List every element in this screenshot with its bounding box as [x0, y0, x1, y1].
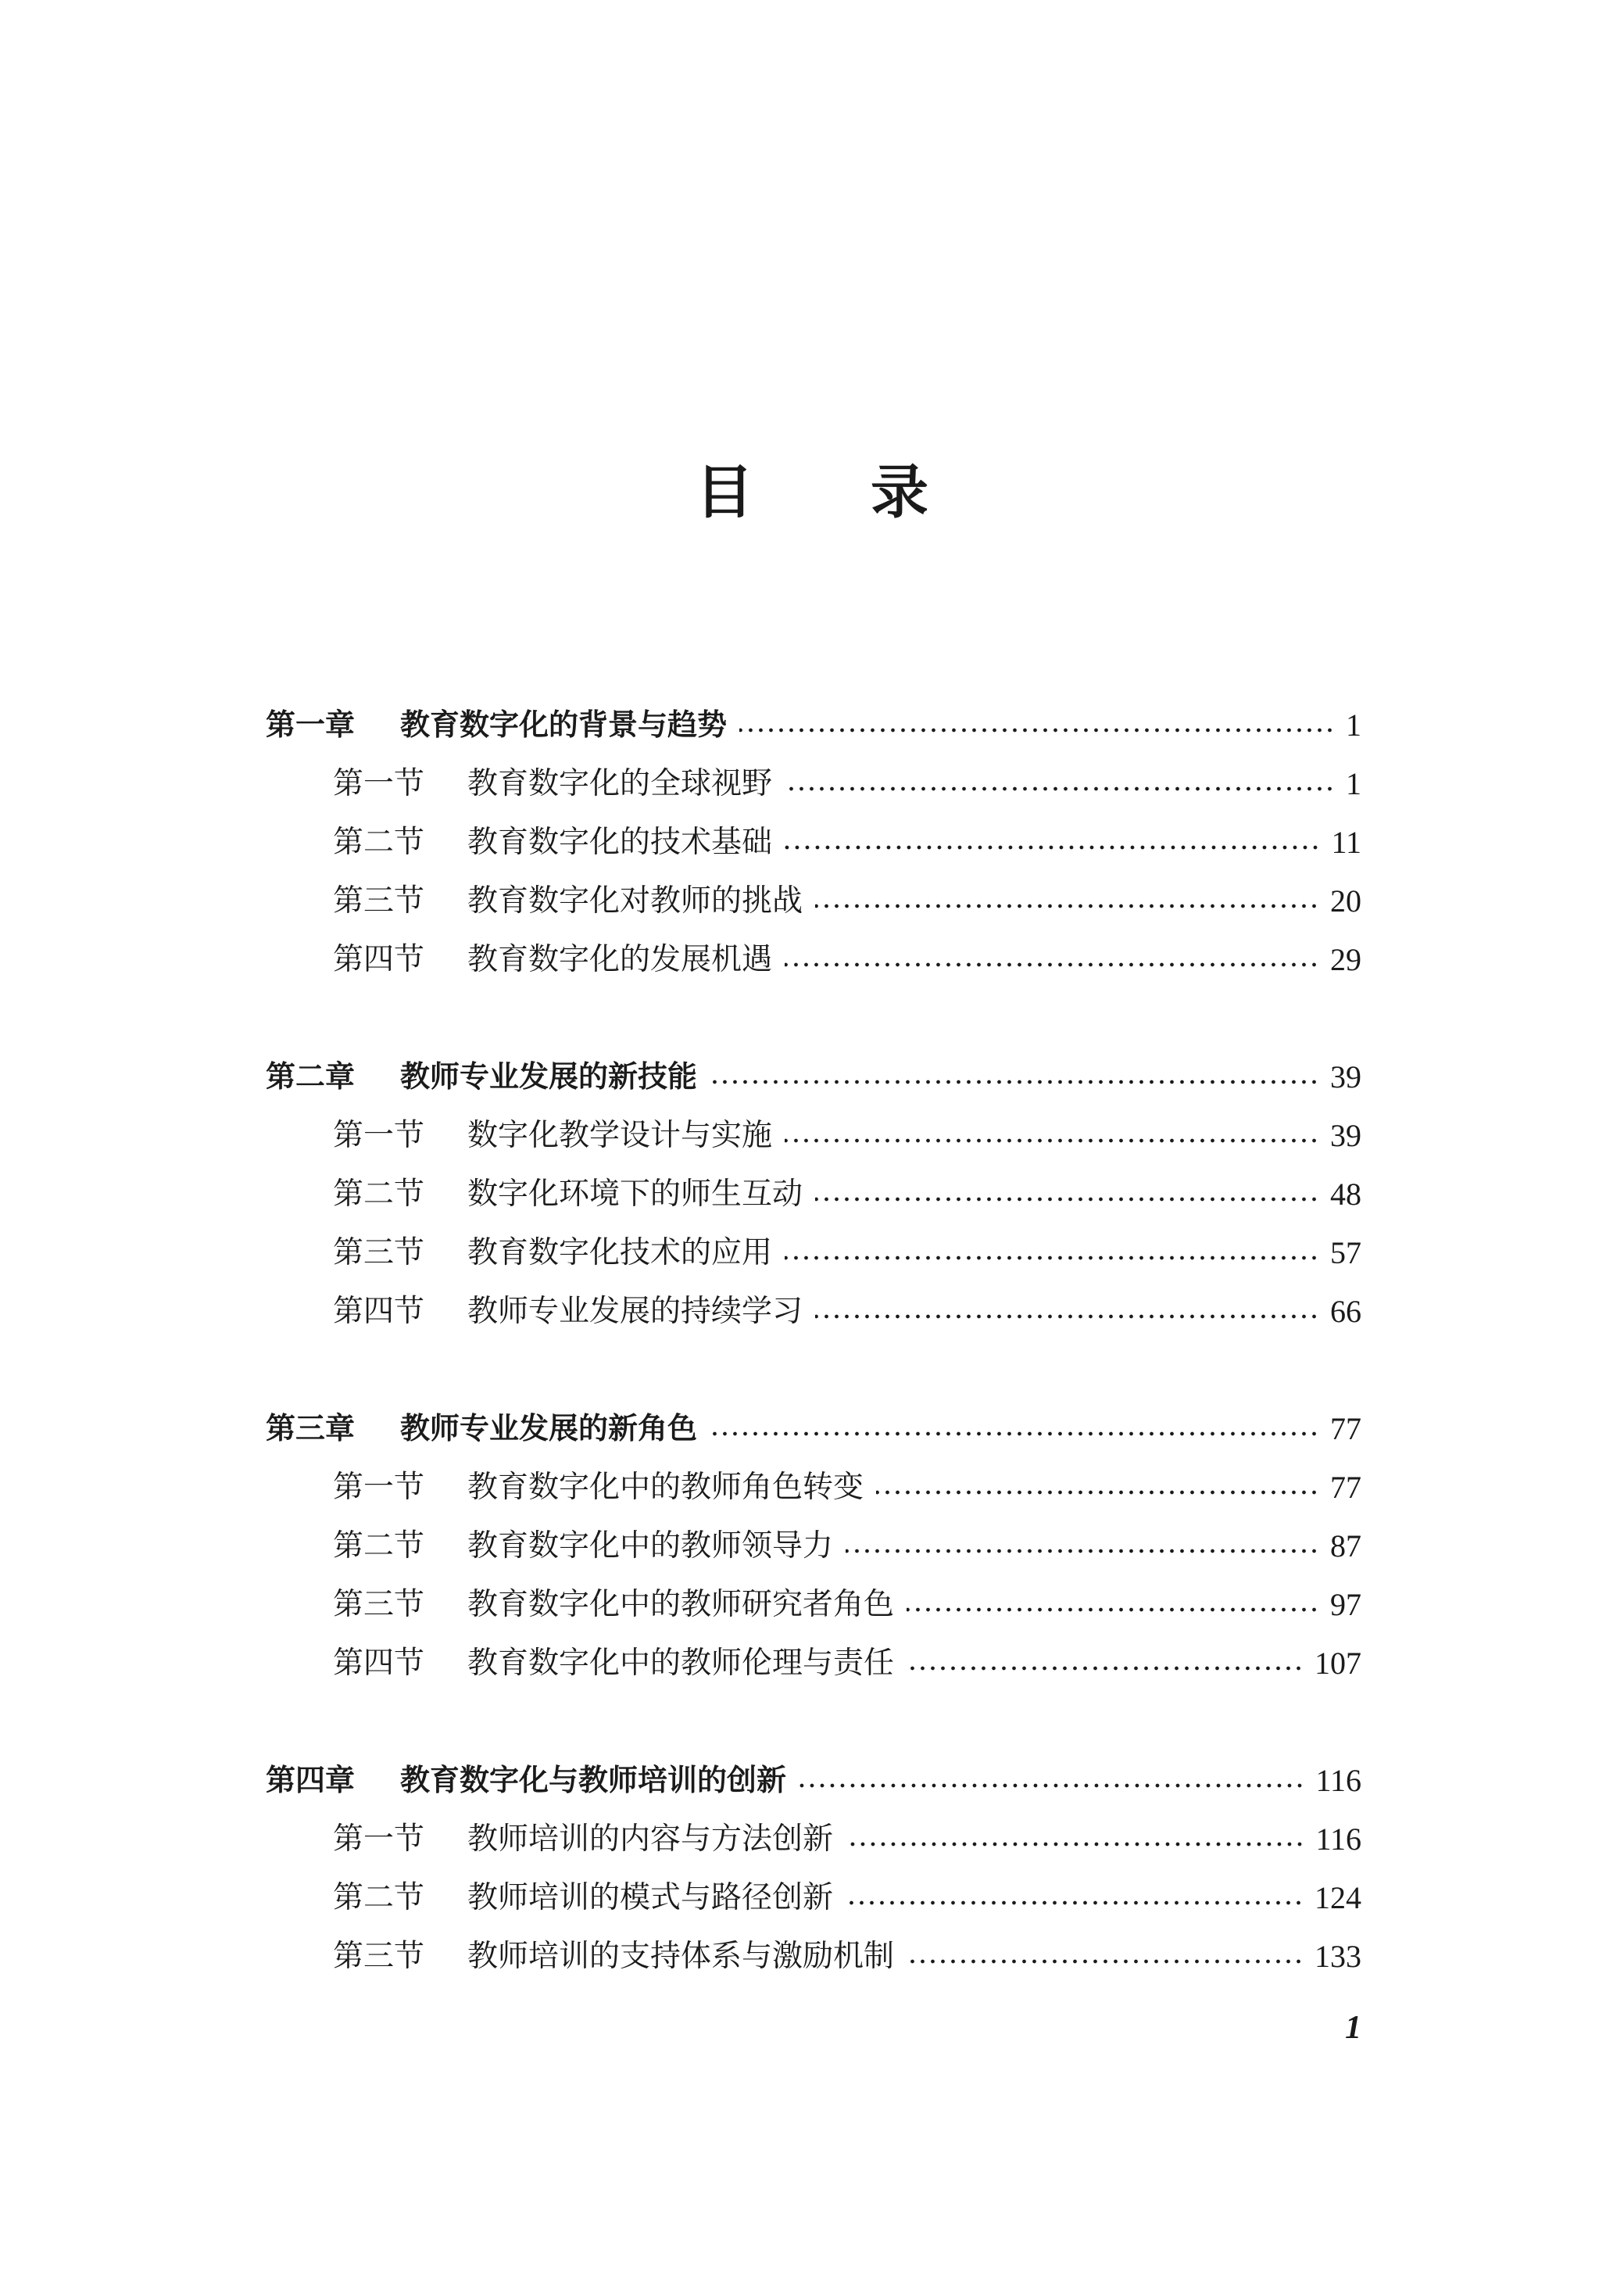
dot-leader	[785, 1106, 1319, 1165]
section-label: 第三节	[333, 1235, 425, 1270]
page-number: 87	[1330, 1528, 1361, 1564]
page-number: 107	[1315, 1646, 1361, 1681]
section-title: 教育数字化的全球视野	[467, 766, 773, 801]
toc-section-entry[interactable]	[266, 754, 1361, 813]
section-label: 第三节	[333, 883, 425, 919]
section-label: 第二节	[333, 1528, 425, 1564]
chapter-label: 第三章	[266, 1411, 356, 1445]
page-number: 124	[1315, 1880, 1361, 1915]
toc-chapter-entry[interactable]	[266, 696, 1361, 754]
section-title: 教育数字化中的教师角色转变	[467, 1470, 864, 1505]
dot-leader	[710, 1048, 1319, 1106]
chapter-title: 教师专业发展的新角色	[400, 1411, 698, 1445]
dot-leader	[876, 1458, 1319, 1517]
dot-leader	[815, 872, 1319, 930]
dot-leader	[907, 1927, 1304, 1986]
toc-chapter-entry[interactable]	[266, 1048, 1361, 1106]
section-title: 教育数字化中的教师研究者角色	[467, 1587, 895, 1622]
page-number: 133	[1315, 1939, 1361, 1974]
table-of-contents	[266, 696, 1361, 2044]
dot-leader	[785, 930, 1319, 989]
toc-section-entry[interactable]	[266, 813, 1361, 872]
section-label: 第三节	[333, 1939, 425, 1974]
page-number: 116	[1315, 1821, 1361, 1857]
page-number: 11	[1331, 825, 1361, 860]
section-title: 教育数字化对教师的挑战	[467, 883, 803, 919]
page-number: 48	[1330, 1177, 1361, 1212]
toc-section-entry[interactable]	[266, 1165, 1361, 1223]
section-label: 第一节	[333, 1821, 425, 1857]
toc-section-entry[interactable]	[266, 1223, 1361, 1282]
chapter-label: 第四章	[266, 1763, 356, 1797]
section-label: 第三节	[333, 1587, 425, 1622]
dot-leader	[710, 1399, 1319, 1458]
chapter-label: 第一章	[266, 707, 356, 742]
toc-chapter-1	[266, 696, 1361, 989]
toc-section-entry[interactable]	[266, 1810, 1361, 1868]
dot-leader	[785, 813, 1320, 872]
section-label: 第一节	[333, 766, 425, 801]
chapter-title: 教育数字化与教师培训的创新	[400, 1763, 787, 1797]
page-number: 116	[1315, 1763, 1361, 1798]
section-label: 第二节	[333, 825, 425, 860]
chapter-title: 教师专业发展的新技能	[400, 1059, 698, 1094]
section-label: 第四节	[333, 1646, 425, 1681]
page-number: 97	[1330, 1587, 1361, 1622]
toc-section-entry[interactable]	[266, 1517, 1361, 1575]
toc-chapter-entry[interactable]	[266, 1751, 1361, 1810]
dot-leader	[815, 1282, 1319, 1341]
dot-leader	[799, 1751, 1304, 1810]
page-folio: 1	[1345, 2010, 1361, 2046]
dot-leader	[785, 1223, 1319, 1282]
section-title: 教师专业发展的持续学习	[467, 1294, 803, 1329]
toc-section-entry[interactable]	[266, 1106, 1361, 1165]
section-title: 教师培训的内容与方法创新	[467, 1821, 834, 1857]
section-title: 教育数字化的发展机遇	[467, 942, 773, 977]
toc-section-entry[interactable]	[266, 872, 1361, 930]
dot-leader	[785, 754, 1335, 813]
dot-leader	[815, 1165, 1319, 1223]
section-label: 第四节	[333, 942, 425, 977]
toc-section-entry[interactable]	[266, 1282, 1361, 1341]
toc-chapter-3	[266, 1399, 1361, 1693]
section-label: 第二节	[333, 1880, 425, 1915]
page-number: 77	[1330, 1470, 1361, 1505]
toc-section-entry[interactable]	[266, 1634, 1361, 1693]
section-label: 第一节	[333, 1118, 425, 1153]
page-number: 20	[1330, 883, 1361, 919]
toc-chapter-2	[266, 1048, 1361, 1341]
section-title: 教育数字化中的教师伦理与责任	[467, 1646, 895, 1681]
chapter-title: 教育数字化的背景与趋势	[400, 707, 728, 742]
page-number: 1	[1346, 766, 1361, 801]
dot-leader	[907, 1575, 1319, 1634]
page-number: 39	[1330, 1059, 1361, 1094]
section-title: 数字化环境下的师生互动	[467, 1177, 803, 1212]
toc-section-entry[interactable]	[266, 1458, 1361, 1517]
page-number: 66	[1330, 1294, 1361, 1329]
section-title: 教育数字化的技术基础	[467, 825, 773, 860]
section-title: 教师培训的支持体系与激励机制	[467, 1939, 895, 1974]
section-label: 第四节	[333, 1294, 425, 1329]
dot-leader	[739, 696, 1335, 754]
section-title: 教育数字化中的教师领导力	[467, 1528, 834, 1564]
section-title: 教育数字化技术的应用	[467, 1235, 773, 1270]
section-label: 第一节	[333, 1470, 425, 1505]
section-title: 教师培训的模式与路径创新	[467, 1880, 834, 1915]
chapter-label: 第二章	[266, 1059, 356, 1094]
section-label: 第二节	[333, 1177, 425, 1212]
page-number: 77	[1330, 1411, 1361, 1446]
page-title: 目录	[696, 459, 1046, 526]
dot-leader	[907, 1634, 1304, 1693]
dot-leader	[846, 1810, 1304, 1868]
toc-section-entry[interactable]	[266, 930, 1361, 989]
toc-section-entry[interactable]	[266, 1575, 1361, 1634]
toc-chapter-4	[266, 1751, 1361, 1986]
dot-leader	[846, 1517, 1319, 1575]
page-number: 39	[1330, 1118, 1361, 1153]
page-number: 29	[1330, 942, 1361, 977]
dot-leader	[846, 1868, 1304, 1927]
page-number: 1	[1346, 707, 1361, 743]
toc-section-entry[interactable]	[266, 1927, 1361, 1986]
section-title: 数字化教学设计与实施	[467, 1118, 773, 1153]
page-number: 57	[1330, 1235, 1361, 1270]
toc-section-entry[interactable]	[266, 1868, 1361, 1927]
toc-chapter-entry[interactable]	[266, 1399, 1361, 1458]
